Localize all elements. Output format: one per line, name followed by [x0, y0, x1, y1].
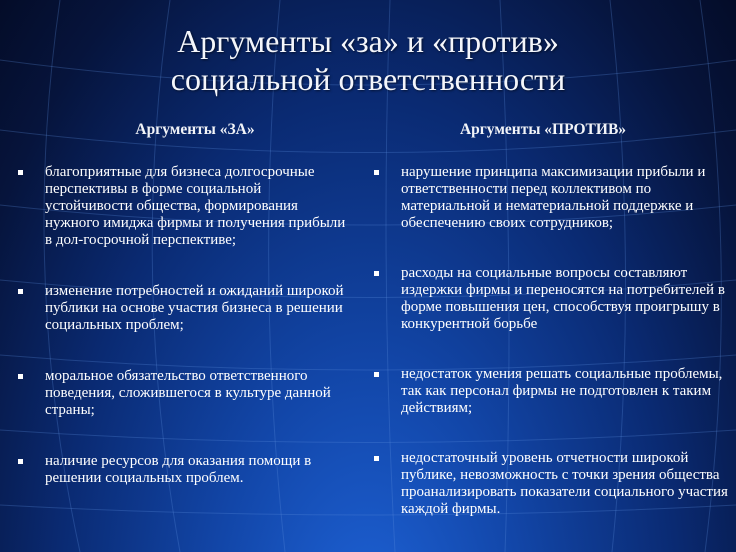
contra-argument-item: нарушение принципа максимизации прибыли и ответственности перед коллективом по материальной и нематериальной поддержке и обеспечению своих сотрудников; — [372, 164, 736, 232]
contra-column-header: Аргументы «ПРОТИВ» — [459, 121, 627, 138]
contra-arguments-list — [372, 164, 736, 551]
contra-argument-item: недостаточный уровень отчетности широкой публике, невозможность с точки зрения общества проанализировать показатели социального участия каждой фирмы. — [372, 450, 736, 518]
slide-title-line-2: социальной ответственности — [170, 61, 566, 97]
slide-title-line-1: Аргументы «за» и «против» — [177, 23, 559, 59]
slide-title — [60, 22, 676, 98]
contra-argument-item: расходы на социальные вопросы составляют издержки фирмы и переносятся на потребителей в форме повышения цен, способствуя проигрышу в конкурентной борьбе — [372, 265, 736, 333]
pro-argument-item: наличие ресурсов для оказания помощи в решении социальных проблем. — [16, 453, 352, 487]
pro-column-header: Аргументы «ЗА» — [135, 121, 255, 138]
pro-argument-item: моральное обязательство ответственного поведения, сложившегося в культуре данной страны; — [16, 368, 352, 419]
pro-arguments-list — [16, 164, 352, 521]
pro-argument-item: благоприятные для бизнеса долгосрочные перспективы в форме социальной устойчивости общества, формирования нужного имиджа фирмы и получения прибыли в дол-госрочной перспективе; — [16, 164, 352, 249]
contra-argument-item: недостаток умения решать социальные проблемы, так как персонал фирмы не подготовлен к таким действиям; — [372, 366, 736, 417]
pro-argument-item: изменение потребностей и ожиданий широкой публики на основе участия бизнеса в решении социальных проблем; — [16, 283, 352, 334]
